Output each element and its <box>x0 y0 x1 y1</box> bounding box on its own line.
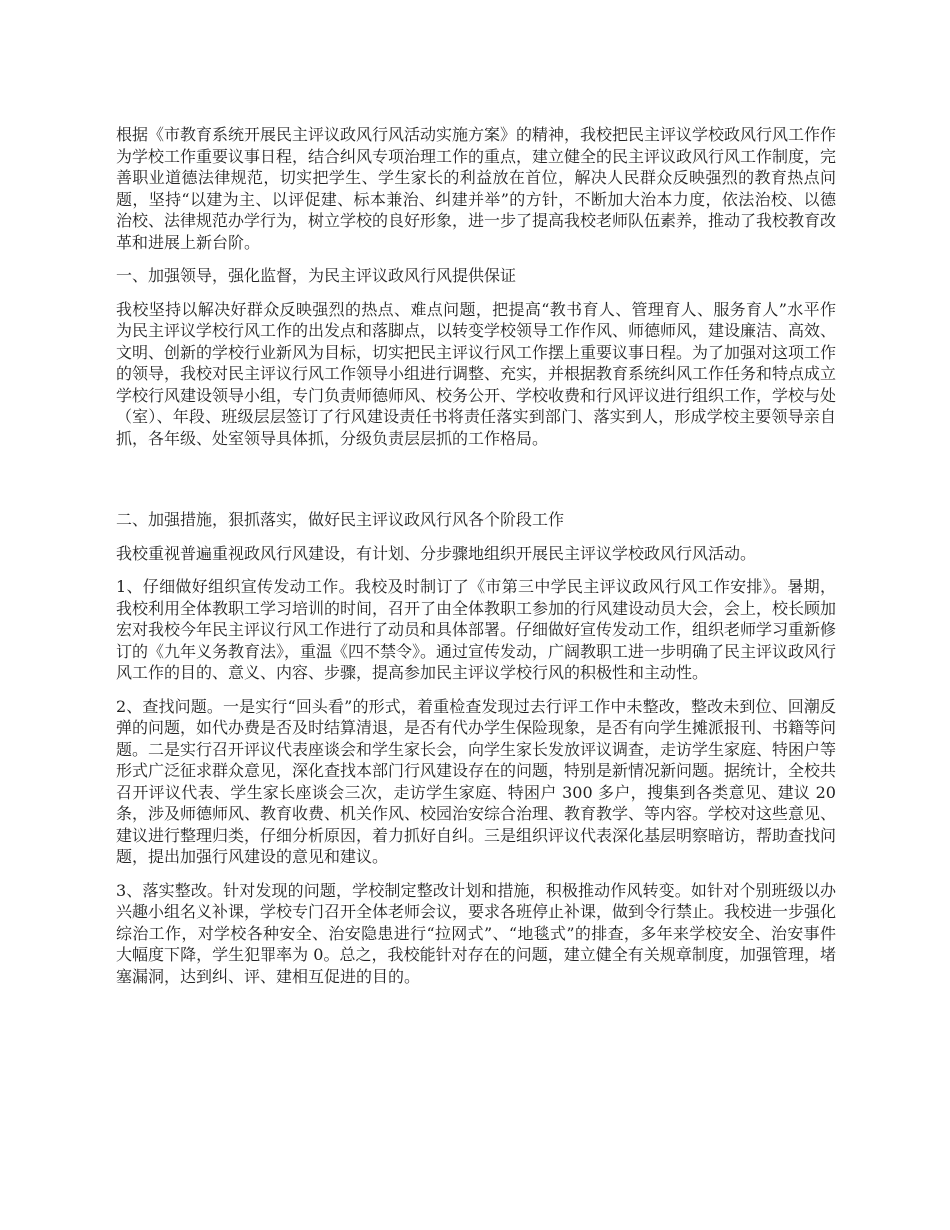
section-heading-1: 一、加强领导，强化监督，为民主评议政风行风提供保证 <box>116 266 517 285</box>
intro-paragraph: 根据《市教育系统开展民主评议政风行风活动实施方案》的精神，我校把民主评议学校政风行风工作作为学校工作重要议事日程，结合纠风专项治理工作的重点，建立健全的民主评议政风行风工作制度，完善职业道德法律规范，切实把学生、学生家长的利益放在首位，解决人民群众反映强烈的教育热点问题，坚持“以建为主、以评促建、标本兼治、纠建并举”的方针，不断加大治本力度，依法治校、以德治校、法律规范办学行为，树立学校的良好形象，进一步了提高我校老师队伍素养，推动了我校教育改革和进展上新台阶。 <box>116 125 837 252</box>
document-body <box>116 124 836 987</box>
section-2-intro-paragraph: 我校重视普遍重视政风行风建设，有计划、分步骤地组织开展民主评议学校政风行风活动。 <box>116 543 757 563</box>
section-1-paragraph: 我校坚持以解决好群众反映强烈的热点、难点问题，把提高“教书育人、管理育人、服务育人”水平作为民主评议学校行风工作的出发点和落脚点，以转变学校领导工作作风、师德师风，建设廉洁、高效、文明、创新的学校行业新风为目标，切实把民主评议行风工作摆上重要议事日程。为了加强对这项工作的领导，我校对民主评议行风工作领导小组进行调整、充实，并根据教育系统纠风工作任务和特点成立学校行风建设领导小组，专门负责师德师风、校务公开、学校收费和行风评议进行组织工作，学校与处（室）、年段、班级层层签订了行风建设责任书将责任落实到部门、落实到人，形成学校主要领导亲自抓，各年级、处室领导具体抓，分级负责层层抓的工作格局。 <box>116 299 837 448</box>
section-heading-2: 二、加强措施，狠抓落实，做好民主评议政风行风各个阶段工作 <box>116 510 565 529</box>
item-1-paragraph: 1、仔细做好组织宣传发动工作。我校及时制订了《市第三中学民主评议政风行风工作安排》。暑期，我校利用全体教职工学习培训的时间，召开了由全体教职工参加的行风建设动员大会，会上，校长顾加宏对我校今年民主评议行风工作进行了动员和具体部署。仔细做好宣传发动工作，组织老师学习重新修订的《九年义务教育法》，重温《四不禁令》。通过宣传发动，广阔教职工进一步明确了民主评议政风行风工作的目的、意义、内容、步骤，提高参加民主评议学校行风的积极性和主动性。 <box>116 577 837 682</box>
item-3-paragraph: 3、落实整改。针对发现的问题，学校制定整改计划和措施，积极推动作风转变。如针对个别班级以办兴趣小组名义补课，学校专门召开全体老师会议，要求各班停止补课，做到令行禁止。我校进一步强化综治工作，对学校各种安全、治安隐患进行“拉网式”、“地毯式”的排查，多年来学校安全、治安事件大幅度下降，学生犯罪率为 0。总之，我校能针对存在的问题，建立健全有关规章制度，加强管理，堵塞漏洞，达到纠、评、建相互促进的目的。 <box>116 880 837 986</box>
item-2-paragraph: 2、查找问题。一是实行“回头看”的形式，着重检查发现过去行评工作中未整改，整改未到位、回潮反弹的问题，如代办费是否及时结算清退，是否有代办学生保险现象，是否有向学生摊派报刊、书籍等问题。二是实行召开评议代表座谈会和学生家长会，向学生家长发放评议调查，走访学生家庭、特困户等形式广泛征求群众意见，深化查找本部门行风建设存在的问题，特别是新情况新问题。据统计，全校共召开评议代表、学生家长座谈会三次，走访学生家庭、特困户 300 多户，搜集到各类意见、建议 20 条，涉及师德师风、教育收费、机关作风、校园治安综合治理、教育教学、等内容。学校对这些意见、建议进行整理归类，仔细分析原因，着力抓好自纠。三是组织评议代表深化基层明察暗访，帮助查找问题，提出加强行风建设的意见和建议。 <box>116 696 837 866</box>
